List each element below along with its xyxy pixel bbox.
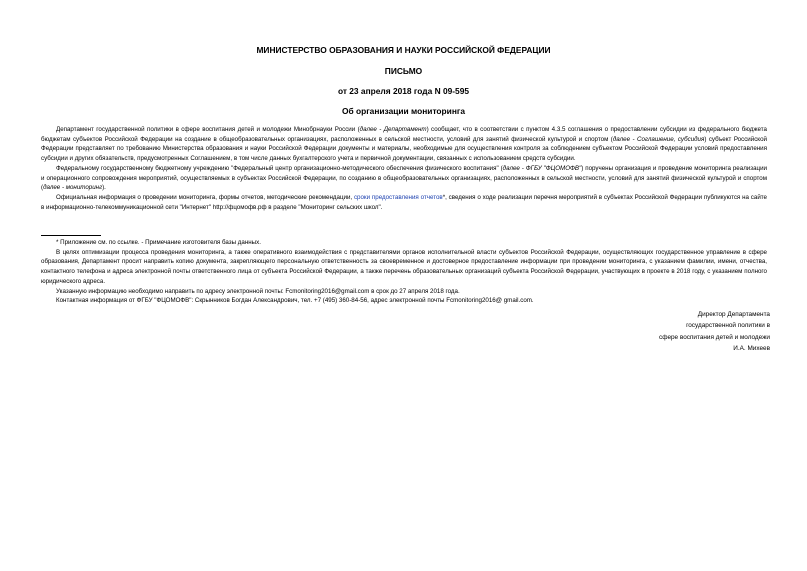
- signature-line-3: сфере воспитания детей и молодежи: [659, 333, 770, 341]
- footnote-divider: [41, 235, 101, 236]
- p1-text-c: ) субъект Российской Федерации представляет по требованию Министерства образования и науки Российской Федерации документы и материалы, необходимые для осуществления контроля за соблюдением субъектом Российской Федерации условий предоставления субсидии и других обязательств, предусмотренных Соглашением, в том числе данных бухгалтерского учета и первичной документации, связанных с использованием средств субсидии.: [41, 135, 767, 163]
- subject-heading: Об организации мониторинга: [341, 106, 466, 116]
- p1-text-b: ) сообщает, что в соответствии с пунктом 4.3.5 соглашения о предоставлении субсидии из федерального бюджета бюджетам субъектов Российской Федерации на создание в общеобразовательных организациях, расположенных в сельской местности, условий для занятий физической культурой и спортом (: [41, 126, 767, 143]
- paragraph-3: [41, 193, 767, 212]
- p1-italic-b: далее - Соглашение, субсидия: [612, 135, 705, 143]
- ministry-heading: МИНИСТЕРСТВО ОБРАЗОВАНИЯ И НАУКИ РОССИЙСКОЙ ФЕДЕРАЦИИ: [256, 45, 551, 55]
- signature-line-2: государственной политики в: [686, 322, 770, 330]
- paragraph-2: [41, 164, 767, 193]
- letter-body-top: [41, 125, 767, 212]
- p2-text-a: Федеральному государственному бюджетному учреждению "Федеральный центр организационно-методического обеспечения физического воспитания" (: [56, 164, 503, 172]
- p2-text-b: ) поручены организация и проведение мониторинга реализации и операционного сопровождения мероприятий, осуществляемых в субъектах Российской Федерации, по созданию в общеобразовательных организациях, расположенных в сельской местности, условий для занятий физической культурой и спортом (: [41, 164, 767, 192]
- paragraph-6: Контактная информация от ФГБУ "ФЦОМОФВ": Скрынников Богдан Александрович, тел. +7 (495) 360-84-56, адрес электронной почты Fcmonitoring2016@ gmail.com.: [56, 297, 534, 305]
- letter-body-bottom: [41, 238, 767, 306]
- p1-text-a: Департамент государственной политики в сфере воспитания детей и молодежи Минобрнауки России (: [56, 126, 360, 133]
- date-number-heading: от 23 апреля 2018 года N 09-595: [337, 86, 470, 96]
- p2-italic-a: далее - ФГБУ "ФЦОМОФВ": [502, 164, 582, 172]
- signatory-name: И.А. Михеев: [733, 345, 770, 353]
- p2-italic-b: далее - мониторинг: [43, 184, 103, 192]
- p3-text-b: *, сведения о ходе реализации перечня мероприятий в субъектах Российской Федерации публикуются на сайте в информационно-телекоммуникационной сети "Интернет" http://фцомофв.рф в разделе "Мониторинг сельских школ".: [41, 193, 767, 211]
- footnote: * Приложение см. по ссылке. - Примечание изготовителя базы данных.: [56, 239, 261, 246]
- paragraph-1: [41, 125, 767, 164]
- paragraph-4: В целях оптимизации процесса проведения мониторинга, а также оперативного взаимодействия с представителями органов исполнительной власти субъектов Российской Федерации, осуществляющих государственное управление в сфере образования, Департамент просит направить копию документа, закрепляющего персональную ответственность за своевременное и достоверное предоставление информации при проведении мониторинга, с указанием фамилии, имени, отчества, контактного телефона и адреса электронной почты ответственного лица от субъекта Российской Федерации, а также перечень образовательных организаций субъекта Российской Федерации, участвующих в проекте в 2018 году, с указанием полного юридического адреса.: [41, 248, 767, 285]
- p1-italic-a: далее - Департамент: [359, 126, 427, 133]
- report-deadlines-link[interactable]: сроки предоставления отчетов: [353, 193, 443, 201]
- p3-text-a: Официальная информация о проведении мониторинга, формы отчетов, методические рекомендации,: [56, 193, 354, 201]
- signature-block: [590, 309, 770, 355]
- doc-type-heading: ПИСЬМО: [384, 66, 423, 76]
- paragraph-5: Указанную информацию необходимо направить по адресу электронной почты: Fcmonitoring2016@gmail.com в срок до 27 апреля 2018 года.: [56, 287, 460, 295]
- p2-text-c: ).: [102, 184, 106, 192]
- signature-line-1: Директор Департамента: [697, 311, 770, 318]
